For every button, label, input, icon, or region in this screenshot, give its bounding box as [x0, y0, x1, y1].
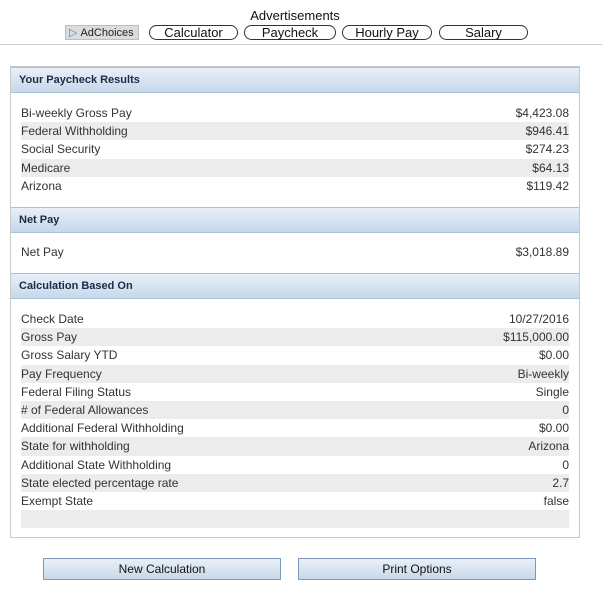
row-value: Single: [535, 384, 569, 399]
row-value: $0.00: [538, 348, 569, 363]
results-section-header: Your Paycheck Results: [11, 67, 579, 93]
table-row: [21, 328, 569, 346]
row-label: Social Security: [21, 142, 101, 157]
table-row: [21, 474, 569, 492]
row-label: Federal Withholding: [21, 124, 128, 139]
row-value: $4,423.08: [515, 106, 569, 121]
row-value: $3,018.89: [515, 245, 569, 260]
paycheck-button[interactable]: Paycheck: [244, 25, 336, 40]
row-value: $64.13: [532, 160, 569, 175]
row-label: Gross Salary YTD: [21, 348, 118, 363]
row-label: Gross Pay: [21, 330, 78, 345]
row-label: Medicare: [21, 160, 71, 175]
row-value: Arizona: [528, 439, 569, 454]
adchoices-link[interactable]: [65, 25, 139, 40]
calculation-section-header: Calculation Based On: [11, 273, 579, 299]
row-value: Bi-weekly: [517, 366, 569, 381]
table-row: [21, 437, 569, 455]
row-label: # of Federal Allowances: [21, 403, 149, 418]
advertisements-label: Advertisements: [250, 8, 340, 23]
table-row: [21, 346, 569, 364]
row-value: 2.7: [552, 475, 569, 490]
table-row: [21, 492, 569, 510]
net-pay-section-header: Net Pay: [11, 207, 579, 233]
new-calculation-button[interactable]: New Calculation: [43, 558, 281, 580]
table-row: [21, 159, 569, 177]
row-value: false: [543, 493, 569, 508]
row-label: Additional State Withholding: [21, 457, 172, 472]
net-pay-rows: [21, 243, 569, 261]
row-label: Pay Frequency: [21, 366, 102, 381]
row-label: Net Pay: [21, 245, 64, 260]
table-row: [21, 243, 569, 261]
adchoices-icon: ▷: [69, 27, 78, 39]
empty-row: [21, 510, 569, 528]
table-row: [21, 104, 569, 122]
table-row: [21, 122, 569, 140]
top-ad-bar: [0, 0, 602, 45]
row-label: Additional Federal Withholding: [21, 421, 184, 436]
row-value: $0.00: [538, 421, 569, 436]
row-label: Federal Filing Status: [21, 384, 132, 399]
paycheck-results-panel: [10, 66, 580, 538]
row-label: State for withholding: [21, 439, 130, 454]
row-value: 0: [562, 403, 569, 418]
table-row: [21, 365, 569, 383]
table-row: [21, 140, 569, 158]
table-row: [21, 383, 569, 401]
row-value: 10/27/2016: [508, 312, 569, 327]
row-label: State elected percentage rate: [21, 475, 179, 490]
table-row: [21, 456, 569, 474]
row-value: $115,000.00: [503, 330, 569, 345]
row-value: $274.23: [525, 142, 569, 157]
row-value: $119.42: [526, 178, 569, 193]
results-rows: [21, 104, 569, 195]
salary-button[interactable]: Salary: [439, 25, 528, 40]
adchoices-label: AdChoices: [80, 27, 134, 39]
table-row: [21, 401, 569, 419]
row-label: Bi-weekly Gross Pay: [21, 106, 132, 121]
row-label: Arizona: [21, 178, 62, 193]
table-row: [21, 310, 569, 328]
row-value: 0: [562, 457, 569, 472]
row-label: Check Date: [21, 312, 84, 327]
print-options-button[interactable]: Print Options: [298, 558, 536, 580]
calculator-button[interactable]: Calculator: [149, 25, 238, 40]
calculation-rows: [21, 310, 569, 528]
row-label: Exempt State: [21, 493, 94, 508]
hourly-pay-button[interactable]: Hourly Pay: [342, 25, 432, 40]
row-value: $946.41: [525, 124, 569, 139]
table-row: [21, 177, 569, 195]
table-row: [21, 419, 569, 437]
